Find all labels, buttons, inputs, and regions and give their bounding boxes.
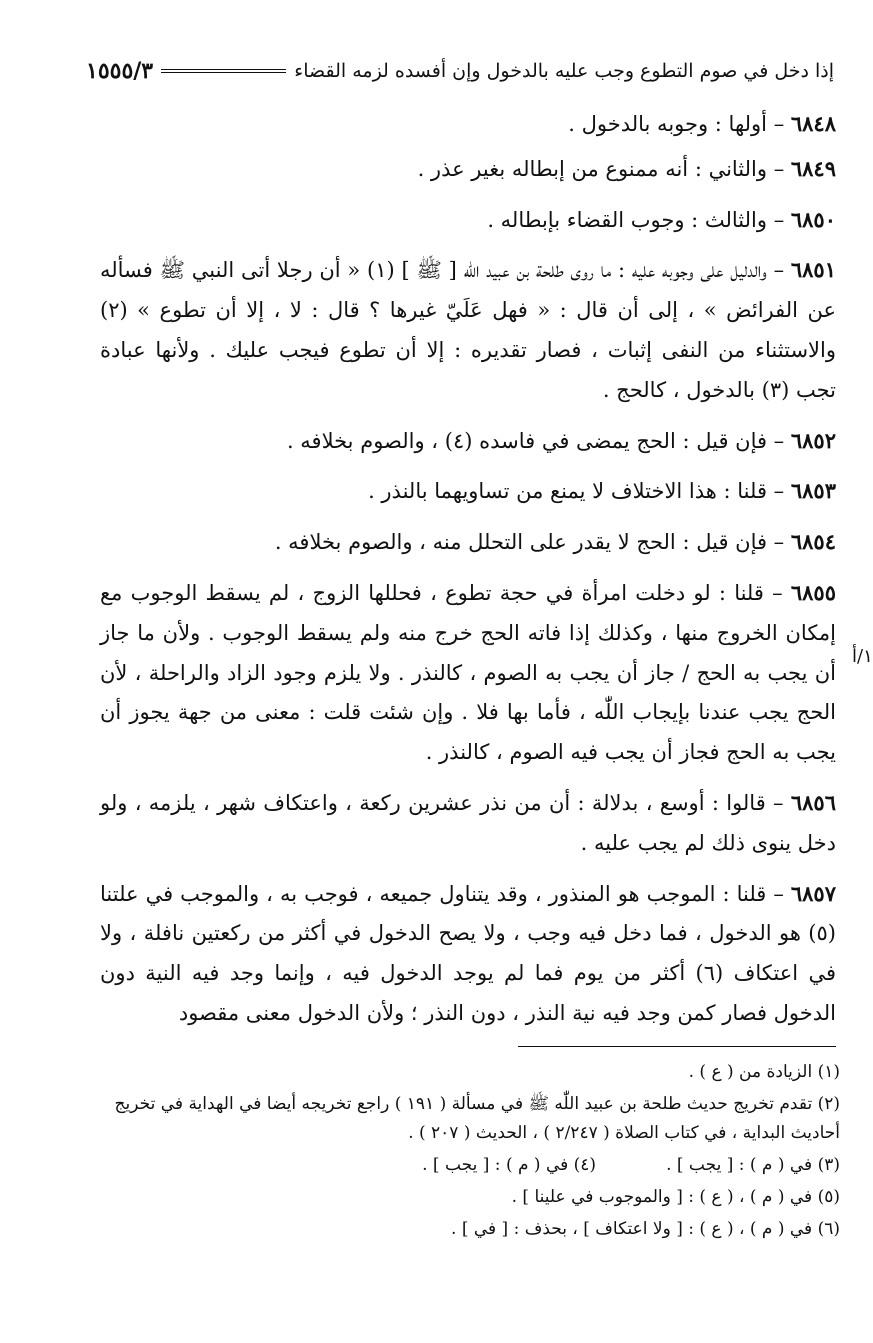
paragraph-text: – والثاني : أنه ممنوع من إبطاله بغير عذر . xyxy=(417,156,791,181)
header-rule xyxy=(161,69,286,73)
footnotes xyxy=(100,1058,840,1247)
paragraph-text: – قلنا : لو دخلت امرأة في حجة تطوع ، فحللها الزوج ، لم يسقط الوجوب مع إمكان الخروج منها ، وكذلك إذا فاته الحج خرج منه ولم يسقط الوجوب . ولأن ما جاز أن يجب به الحج / جاز أن يجب به الصوم ، كالنذر . ولا يلزم وجود الزاد والراحلة ، لأن الحج يجب عندنا بإيجاب اللّٰه ، فأما بها فلا . وإن شئت قلت : معنى من جهة يجوز أن يجب به الحج فجاز أن يجب فيه الصوم ، كالنذر . xyxy=(100,580,836,765)
paragraph-6851 xyxy=(100,250,836,410)
paragraph-6852 xyxy=(100,421,836,462)
paragraph-text: – قالوا : أوسع ، بدلالة : أن من نذر عشرين ركعة ، واعتكاف شهر ، يلزمه ، ولو دخل ينوى ذلك لم يجب عليه . xyxy=(100,790,836,855)
paragraph-number: ٦٨٥٤ xyxy=(790,529,836,555)
paragraph-text: – فإن قيل : الحج يمضى في فاسده (٤) ، والصوم بخلافه . xyxy=(286,428,791,453)
paragraph-number: ٦٨٤٩ xyxy=(790,155,836,181)
footnote-3: (٣) في ( م ) : [ يجب ] . xyxy=(666,1155,840,1175)
paragraph-number: ٦٨٥٥ xyxy=(790,579,836,605)
paragraph-number: ٦٨٥٦ xyxy=(790,789,836,815)
footnote-5: (٥) في ( م ) ، ( ع ) : [ والموجوب في علينا ] . xyxy=(511,1187,840,1207)
paragraph-6855 xyxy=(100,573,836,773)
main-text xyxy=(100,104,836,1044)
paragraph-6848 xyxy=(100,104,836,145)
footnote-row-3-4 xyxy=(100,1151,840,1183)
paragraph-text: – فإن قيل : الحج لا يقدر على التحلل منه ، والصوم بخلافه . xyxy=(274,530,791,555)
paragraph-text: – أولها : وجوبه بالدخول . xyxy=(568,112,791,136)
paragraph-number: ٦٨٥٧ xyxy=(790,880,836,906)
paragraph-text: – قلنا : الموجب هو المنذور ، وقد يتناول جميعه ، فوجب به ، والموجب في علتنا (٥) هو الدخول ، فما دخل فيه وجب ، ولا يصح الدخول في أكثر من ركعتين نافلة ، ولا في اعتكاف (٦) أكثر من يوم فما لم يوجد الدخول فيه ، وإنما وجد فيه النية دون الدخول فصار كمن وجد فيه نية النذر ، دون النذر ؛ ولأن الدخول معنى مقصود xyxy=(100,881,836,1025)
running-header xyxy=(86,54,834,88)
manuscript-folio-marker: ١/أ xyxy=(852,646,873,667)
paragraph-6854 xyxy=(100,522,836,563)
footnote-separator xyxy=(518,1046,836,1047)
paragraph-text: – قلنا : هذا الاختلاف لا يمنع من تساويهما بالنذر . xyxy=(368,479,791,504)
paragraph-6853 xyxy=(100,471,836,512)
paragraph-number: ٦٨٥٠ xyxy=(790,206,836,232)
paragraph-6856 xyxy=(100,783,836,864)
footnote-2: (٢) تقدم تخريج حديث طلحة بن عبيد اللّٰه ﷺ في مسألة ( ١٩١ ) راجع تخريجه أيضا في الهداية في تخريج أحاديث البداية ، في كتاب الصلاة ( ٢/٢٤٧ ) ، الحديث ( ٢٠٧ ) . xyxy=(114,1094,840,1143)
paragraph-number: ٦٨٤٨ xyxy=(790,111,836,136)
paragraph-number: ٦٨٥١ xyxy=(790,257,836,283)
footnote-4: (٤) في ( م ) : [ يجب ] . xyxy=(422,1155,597,1175)
paragraph-text: – والدليل على وجوبه عليه : ما روى طلحة بن عبيد اللّٰه [ ﷺ ] (١) « أن رجلا أتى النبي ﷺ فسأله عن الفرائض » ، إلى أن قال : « فهل عَلَيّ غيرها ؟ قال : لا ، إلا أن تطوع » (٢) والاستثناء من النفى إثبات ، فصار تقديره : إلا أن تطوع فيجب عليك . ولأنها عبادة تجب (٣) بالدخول ، كالحج . xyxy=(100,258,836,402)
paragraph-6857 xyxy=(100,874,836,1034)
paragraph-number: ٦٨٥٣ xyxy=(790,478,836,504)
paragraph-6850 xyxy=(100,200,836,241)
header-title: إذا دخل في صوم التطوع وجب عليه بالدخول وإن أفسده لزمه القضاء xyxy=(294,60,834,82)
paragraph-text: – والثالث : وجوب القضاء بإبطاله . xyxy=(487,207,791,232)
footnote-6: (٦) في ( م ) ، ( ع ) : [ ولا اعتكاف ] ، بحذف : [ في ] . xyxy=(451,1219,840,1239)
paragraph-6849 xyxy=(100,149,836,190)
paragraph-number: ٦٨٥٢ xyxy=(790,427,836,453)
footnote-1: (١) الزيادة من ( ع ) . xyxy=(688,1062,840,1082)
page-number: ١٥٥٥/٣ xyxy=(86,58,154,84)
